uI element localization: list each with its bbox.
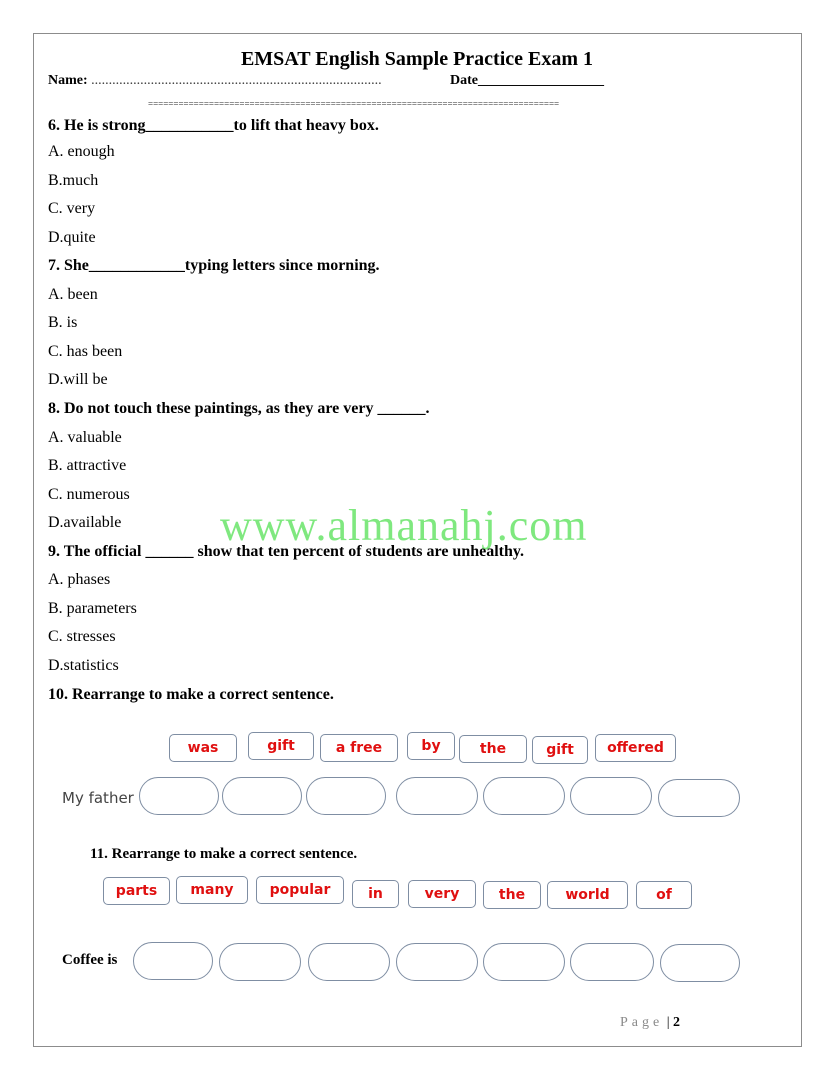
- word-chip[interactable]: offered: [595, 734, 676, 762]
- answer-slot[interactable]: [306, 777, 386, 815]
- word-chip[interactable]: by: [407, 732, 455, 760]
- exam-title: EMSAT English Sample Practice Exam 1: [240, 48, 594, 70]
- option: B. attractive: [48, 457, 127, 474]
- sentence-lead: My father: [62, 789, 134, 807]
- page-footer: [620, 1015, 680, 1031]
- answer-slot[interactable]: [483, 777, 565, 815]
- divider-line: =================================================================================: [148, 99, 560, 109]
- option: C. stresses: [48, 628, 116, 645]
- answer-slot[interactable]: [222, 777, 302, 815]
- answer-slot[interactable]: [483, 943, 565, 981]
- option: B. parameters: [48, 600, 137, 617]
- answer-slot[interactable]: [396, 777, 478, 815]
- page-label: Page: [620, 1015, 664, 1030]
- answer-slot[interactable]: [396, 943, 478, 981]
- date-field: Date__________________: [450, 73, 604, 88]
- word-chip[interactable]: many: [176, 876, 248, 904]
- word-chip[interactable]: gift: [248, 732, 314, 760]
- answer-slot[interactable]: [133, 942, 213, 980]
- word-chip[interactable]: in: [352, 880, 399, 908]
- word-chip[interactable]: gift: [532, 736, 588, 764]
- question-10: 10. Rearrange to make a correct sentence.: [48, 686, 334, 703]
- answer-slot[interactable]: [139, 777, 219, 815]
- name-field: [48, 73, 382, 89]
- option: C. very: [48, 200, 96, 217]
- option: A. enough: [48, 143, 115, 160]
- option: A. valuable: [48, 429, 122, 446]
- word-chip[interactable]: the: [459, 735, 527, 763]
- option: C. numerous: [48, 486, 130, 503]
- sentence-lead: Coffee is: [62, 952, 118, 968]
- word-chip[interactable]: world: [547, 881, 628, 909]
- option: D.will be: [48, 371, 108, 388]
- option: B. is: [48, 314, 78, 331]
- word-chip[interactable]: was: [169, 734, 237, 762]
- answer-slot[interactable]: [570, 777, 652, 815]
- page-separator: |: [666, 1015, 670, 1030]
- page-number: 2: [673, 1015, 681, 1030]
- word-chip[interactable]: of: [636, 881, 692, 909]
- answer-slot[interactable]: [658, 779, 740, 817]
- word-chip[interactable]: popular: [256, 876, 344, 904]
- option: A. phases: [48, 571, 111, 588]
- word-chip[interactable]: a free: [320, 734, 398, 762]
- option: A. been: [48, 286, 98, 303]
- option: C. has been: [48, 343, 123, 360]
- word-chip[interactable]: the: [483, 881, 541, 909]
- question-7: 7. She____________typing letters since morning.: [48, 257, 380, 274]
- answer-slot[interactable]: [570, 943, 654, 981]
- option: D.statistics: [48, 657, 119, 674]
- answer-slot[interactable]: [219, 943, 301, 981]
- word-chip[interactable]: parts: [103, 877, 170, 905]
- option: D.quite: [48, 229, 96, 246]
- question-9: 9. The official ______ show that ten percent of students are unhealthy.: [48, 543, 525, 560]
- name-dots: ...................................................................................: [91, 73, 382, 88]
- question-11: 11. Rearrange to make a correct sentence.: [90, 846, 358, 862]
- word-chip[interactable]: very: [408, 880, 476, 908]
- question-6: 6. He is strong___________to lift that heavy box.: [48, 117, 379, 134]
- question-8: 8. Do not touch these paintings, as they are very ______.: [48, 400, 430, 417]
- option: D.available: [48, 514, 122, 531]
- option: B.much: [48, 172, 99, 189]
- answer-slot[interactable]: [308, 943, 390, 981]
- watermark-text: www.almanahj.com: [220, 501, 588, 550]
- answer-slot[interactable]: [660, 944, 740, 982]
- name-label: Name:: [48, 73, 88, 88]
